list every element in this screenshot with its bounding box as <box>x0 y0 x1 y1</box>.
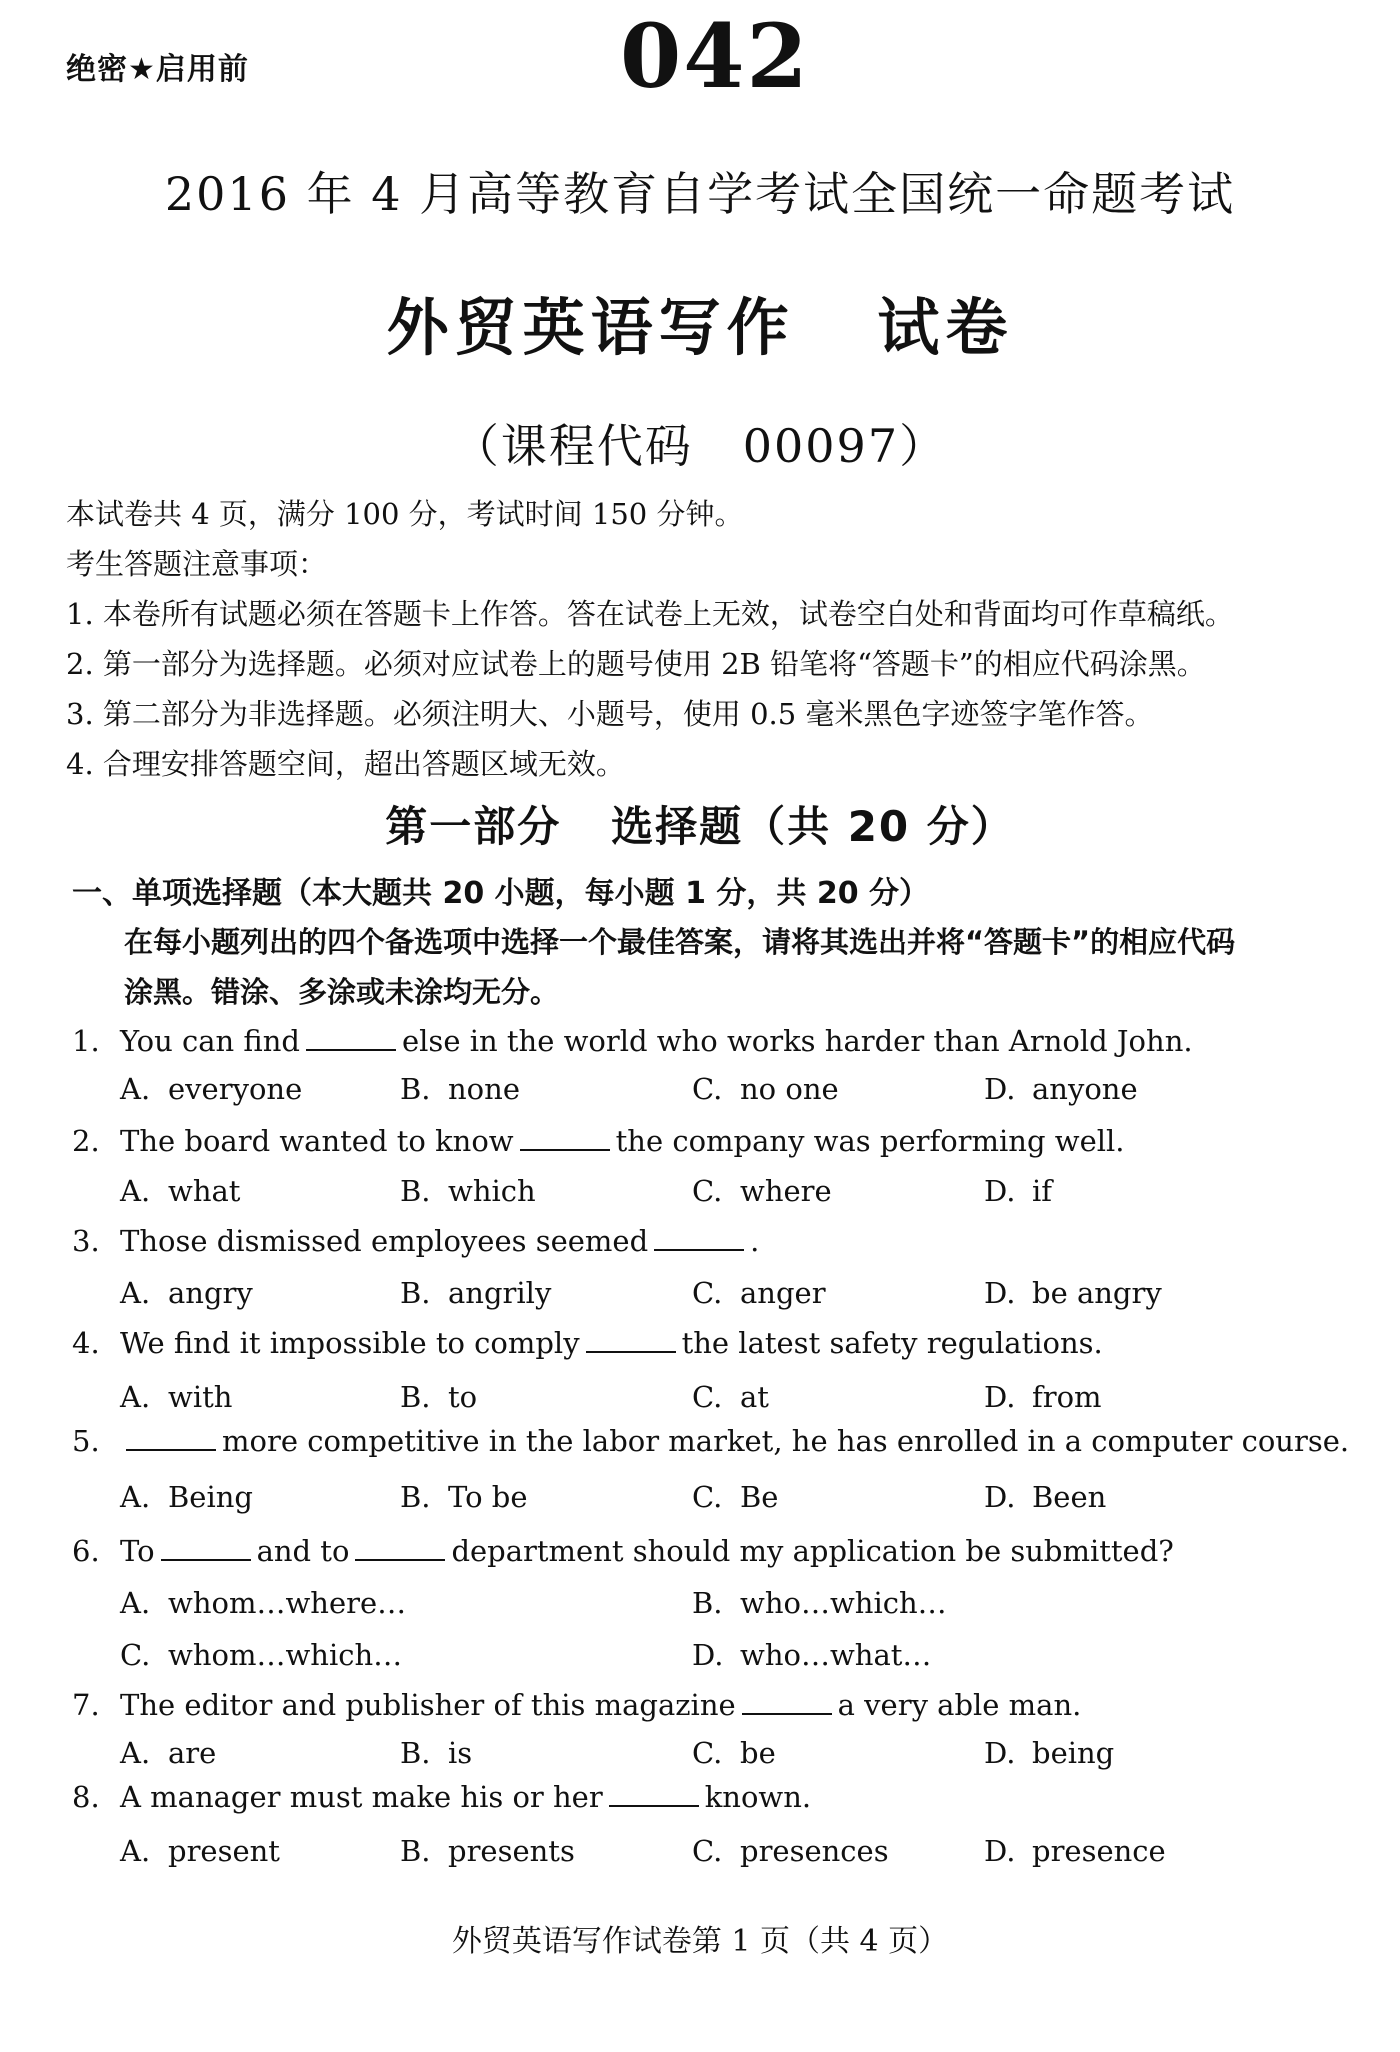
option-letter: B. <box>400 1736 431 1770</box>
answer-blank <box>126 1448 216 1451</box>
option-text: be <box>740 1736 776 1770</box>
exam-title: 2016 年 4 月高等教育自学考试全国统一命题考试 <box>164 167 1236 221</box>
option-text: no one <box>740 1072 839 1106</box>
confidential-mark: 绝密★启用前 <box>66 52 249 87</box>
paper-title: 外贸英语写作 试卷 <box>386 291 1014 364</box>
option-letter: A. <box>120 1380 151 1414</box>
option-letter: C. <box>692 1736 723 1770</box>
option-letter: C. <box>692 1072 723 1106</box>
question-text: To <box>120 1534 155 1568</box>
option-letter: A. <box>120 1480 151 1514</box>
question-number: 7. <box>72 1688 100 1722</box>
option <box>120 1174 240 1208</box>
option-text: what <box>168 1174 241 1208</box>
option-text: presences <box>740 1834 889 1868</box>
option-letter: B. <box>400 1072 431 1106</box>
option <box>120 1480 253 1514</box>
option <box>692 1736 776 1770</box>
question-text: Those dismissed employees seemed <box>120 1224 649 1258</box>
option <box>692 1834 889 1868</box>
option-letter: A. <box>120 1834 151 1868</box>
option-letter: B. <box>400 1174 431 1208</box>
option-text: Being <box>168 1480 253 1514</box>
option-text: at <box>740 1380 769 1414</box>
question-stem <box>72 1024 1193 1058</box>
option-text: from <box>1032 1380 1102 1414</box>
option-text: be angry <box>1032 1276 1162 1310</box>
option-letter: D. <box>984 1072 1016 1106</box>
question-text: The board wanted to know <box>120 1124 514 1158</box>
question-stem <box>72 1424 1349 1458</box>
question-text: else in the world who works harder than Arnold John. <box>402 1024 1193 1058</box>
question-stem <box>72 1124 1125 1158</box>
answer-blank <box>609 1804 699 1807</box>
option <box>984 1072 1138 1106</box>
question-text: more competitive in the labor market, he has enrolled in a computer course. <box>222 1424 1350 1458</box>
question-number: 8. <box>72 1780 100 1814</box>
option-text: everyone <box>168 1072 303 1106</box>
option <box>984 1834 1166 1868</box>
option-text: none <box>448 1072 520 1106</box>
question-number: 4. <box>72 1326 100 1360</box>
option <box>400 1834 575 1868</box>
paper-code: 042 <box>620 4 810 108</box>
question-text: The editor and publisher of this magazine <box>120 1688 736 1722</box>
option <box>120 1586 406 1620</box>
option-letter: D. <box>692 1638 724 1672</box>
option <box>400 1480 528 1514</box>
option-letter: C. <box>692 1834 723 1868</box>
option-text: anger <box>740 1276 826 1310</box>
option-letter: A. <box>120 1586 151 1620</box>
option <box>400 1276 551 1310</box>
option-text: who…what… <box>740 1638 932 1672</box>
note-item: 1. 本卷所有试题必须在答题卡上作答。答在试卷上无效，试卷空白处和背面均可作草稿纸。 <box>66 597 1234 631</box>
option-letter: D. <box>984 1174 1016 1208</box>
option-letter: B. <box>400 1834 431 1868</box>
question-text: We find it impossible to comply <box>120 1326 580 1360</box>
option-letter: B. <box>692 1586 723 1620</box>
option-letter: B. <box>400 1480 431 1514</box>
question-number: 6. <box>72 1534 100 1568</box>
answer-blank <box>306 1048 396 1051</box>
question-number: 1. <box>72 1024 100 1058</box>
answer-blank <box>586 1350 676 1353</box>
question-number: 2. <box>72 1124 100 1158</box>
option <box>120 1276 253 1310</box>
option <box>120 1736 216 1770</box>
question-stem <box>72 1326 1103 1360</box>
option <box>120 1834 280 1868</box>
answer-blank <box>355 1558 445 1561</box>
option-letter: B. <box>400 1380 431 1414</box>
answer-blank <box>742 1712 832 1715</box>
instruction-line: 在每小题列出的四个备选项中选择一个最佳答案，请将其选出并将“答题卡”的相应代码 <box>124 925 1236 959</box>
option-letter: D. <box>984 1736 1016 1770</box>
question-stem <box>72 1534 1174 1568</box>
question-text: and to <box>256 1534 350 1568</box>
note-item: 3. 第二部分为非选择题。必须注明大、小题号，使用 0.5 毫米黑色字迹签字笔作答。 <box>66 697 1154 731</box>
option <box>984 1480 1106 1514</box>
option <box>692 1072 839 1106</box>
option-text: To be <box>448 1480 528 1514</box>
option-letter: C. <box>692 1380 723 1414</box>
question-text: A manager must make his or her <box>120 1780 603 1814</box>
option-text: with <box>168 1380 233 1414</box>
option <box>400 1380 477 1414</box>
section-heading: 一、单项选择题（本大题共 20 小题，每小题 1 分，共 20 分） <box>72 876 930 911</box>
option-text: presence <box>1032 1834 1166 1868</box>
question-stem <box>72 1780 811 1814</box>
option <box>692 1174 832 1208</box>
option-text: Be <box>740 1480 779 1514</box>
option-text: angry <box>168 1276 253 1310</box>
part-one-title: 第一部分 选择题（共 20 分） <box>385 802 1015 851</box>
option <box>120 1072 302 1106</box>
option-letter: D. <box>984 1380 1016 1414</box>
option-text: if <box>1032 1174 1053 1208</box>
answer-blank <box>520 1148 610 1151</box>
option-letter: C. <box>692 1174 723 1208</box>
answer-blank <box>161 1558 251 1561</box>
question-text: department should my application be submitted? <box>451 1534 1174 1568</box>
option <box>692 1586 947 1620</box>
option <box>120 1380 232 1414</box>
option-text: angrily <box>448 1276 552 1310</box>
option-letter: A. <box>120 1072 151 1106</box>
option <box>984 1174 1052 1208</box>
option <box>692 1638 931 1672</box>
notes-heading: 考生答题注意事项： <box>66 547 328 581</box>
question-stem <box>72 1688 1081 1722</box>
option-text: whom…where… <box>168 1586 407 1620</box>
option <box>692 1480 778 1514</box>
instruction-line: 涂黑。错涂、多涂或未涂均无分。 <box>124 975 560 1009</box>
option-text: Been <box>1032 1480 1107 1514</box>
question-text: . <box>750 1224 760 1258</box>
option-text: to <box>448 1380 478 1414</box>
note-item: 4. 合理安排答题空间，超出答题区域无效。 <box>66 747 625 781</box>
question-text: the latest safety regulations. <box>681 1326 1103 1360</box>
option <box>692 1380 769 1414</box>
option-letter: C. <box>692 1276 723 1310</box>
option-letter: D. <box>984 1276 1016 1310</box>
option <box>400 1072 520 1106</box>
option-letter: A. <box>120 1276 151 1310</box>
option-letter: C. <box>692 1480 723 1514</box>
note-item: 2. 第一部分为选择题。必须对应试卷上的题号使用 2B 铅笔将“答题卡”的相应代码涂黑。 <box>66 647 1206 681</box>
question-number: 5. <box>72 1424 100 1458</box>
option-text: anyone <box>1032 1072 1138 1106</box>
option-letter: A. <box>120 1174 151 1208</box>
page-footer: 外贸英语写作试卷第 1 页（共 4 页） <box>451 1924 949 1959</box>
option <box>984 1380 1102 1414</box>
option <box>120 1638 402 1672</box>
option-text: are <box>168 1736 217 1770</box>
option <box>692 1276 826 1310</box>
option-text: being <box>1032 1736 1115 1770</box>
option <box>984 1736 1114 1770</box>
question-stem <box>72 1224 759 1258</box>
option-letter: D. <box>984 1834 1016 1868</box>
question-number: 3. <box>72 1224 100 1258</box>
option-text: whom…which… <box>168 1638 403 1672</box>
option-text: presents <box>448 1834 575 1868</box>
option-letter: C. <box>120 1638 151 1672</box>
option-letter: B. <box>400 1276 431 1310</box>
option-letter: D. <box>984 1480 1016 1514</box>
option <box>400 1174 536 1208</box>
option-letter: A. <box>120 1736 151 1770</box>
option <box>984 1276 1162 1310</box>
option <box>400 1736 472 1770</box>
course-code: （课程代码 00097） <box>452 419 948 473</box>
question-text: You can find <box>120 1024 300 1058</box>
paper-summary: 本试卷共 4 页，满分 100 分，考试时间 150 分钟。 <box>66 497 744 531</box>
option-text: is <box>448 1736 473 1770</box>
option-text: present <box>168 1834 280 1868</box>
question-text: a very able man. <box>837 1688 1082 1722</box>
option-text: who…which… <box>740 1586 947 1620</box>
question-text: known. <box>704 1780 812 1814</box>
question-text: the company was performing well. <box>615 1124 1125 1158</box>
answer-blank <box>654 1248 744 1251</box>
option-text: which <box>448 1174 536 1208</box>
option-text: where <box>740 1174 832 1208</box>
